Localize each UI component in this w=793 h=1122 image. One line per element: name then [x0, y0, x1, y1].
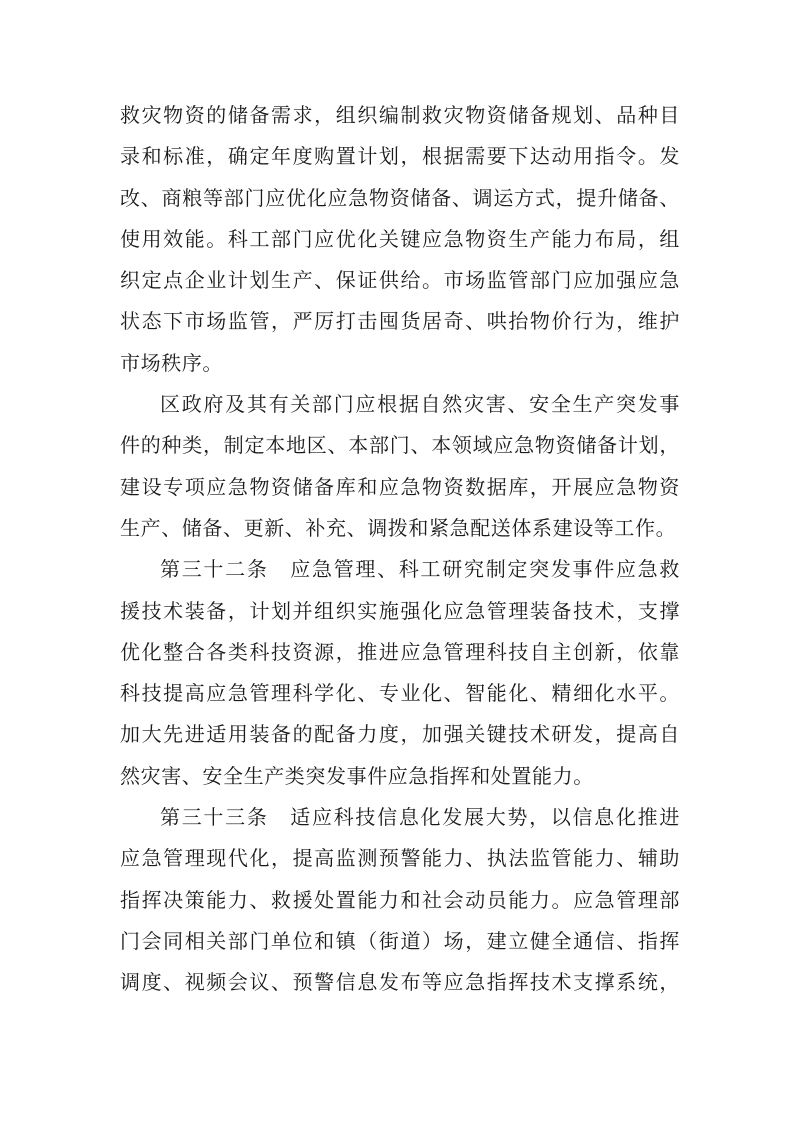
- text-line: 生产、储备、更新、补充、调拨和紧急配送体系建设等工作。: [120, 515, 677, 540]
- text-line: 优化整合各类科技资源，推进应急管理科技自主创新，依靠: [120, 639, 680, 664]
- text-line: 状态下市场监管，严厉打击囤货居奇、哄抬物价行为，维护: [120, 309, 680, 334]
- text-line: 门会同相关部门单位和镇（街道）场，建立健全通信、指挥: [120, 928, 680, 953]
- text-line: 市场秩序。: [120, 350, 223, 375]
- article-33-line: 第三十三条 适应科技信息化发展大势，以信息化推进: [160, 805, 680, 830]
- text-line: 援技术装备，计划并组织实施强化应急管理装备技术，支撑: [120, 598, 680, 623]
- text-line: 录和标准，确定年度购置计划，根据需要下达动用指令。发: [120, 144, 680, 169]
- text-line: 应急管理现代化，提高监测预警能力、执法监管能力、辅助: [120, 846, 680, 871]
- text-line: 织定点企业计划生产、保证供给。市场监管部门应加强应急: [120, 268, 680, 293]
- text-line: 然灾害、安全生产类突发事件应急指挥和处置能力。: [120, 763, 594, 788]
- text-line: 加大先进适用装备的配备力度，加强关键技术研发，提高自: [120, 722, 680, 747]
- text-line: 区政府及其有关部门应根据自然灾害、安全生产突发事: [160, 392, 680, 417]
- text-line: 救灾物资的储备需求，组织编制救灾物资储备规划、品种目: [120, 103, 680, 127]
- body-text: [120, 95, 680, 1004]
- text-line: 调度、视频会议、预警信息发布等应急指挥技术支撑系统，: [120, 970, 680, 995]
- text-line: 建设专项应急物资储备库和应急物资数据库，开展应急物资: [120, 474, 680, 499]
- text-line: 指挥决策能力、救援处置能力和社会动员能力。应急管理部: [120, 887, 680, 912]
- text-line: 改、商粮等部门应优化应急物资储备、调运方式，提升储备、: [120, 185, 680, 210]
- text-line: 科技提高应急管理科学化、专业化、智能化、精细化水平。: [120, 681, 680, 706]
- text-line: 使用效能。科工部门应优化关键应急物资生产能力布局，组: [120, 226, 680, 251]
- article-32-line: 第三十二条 应急管理、科工研究制定突发事件应急救: [160, 557, 680, 582]
- text-line: 件的种类，制定本地区、本部门、本领域应急物资储备计划，: [120, 433, 680, 458]
